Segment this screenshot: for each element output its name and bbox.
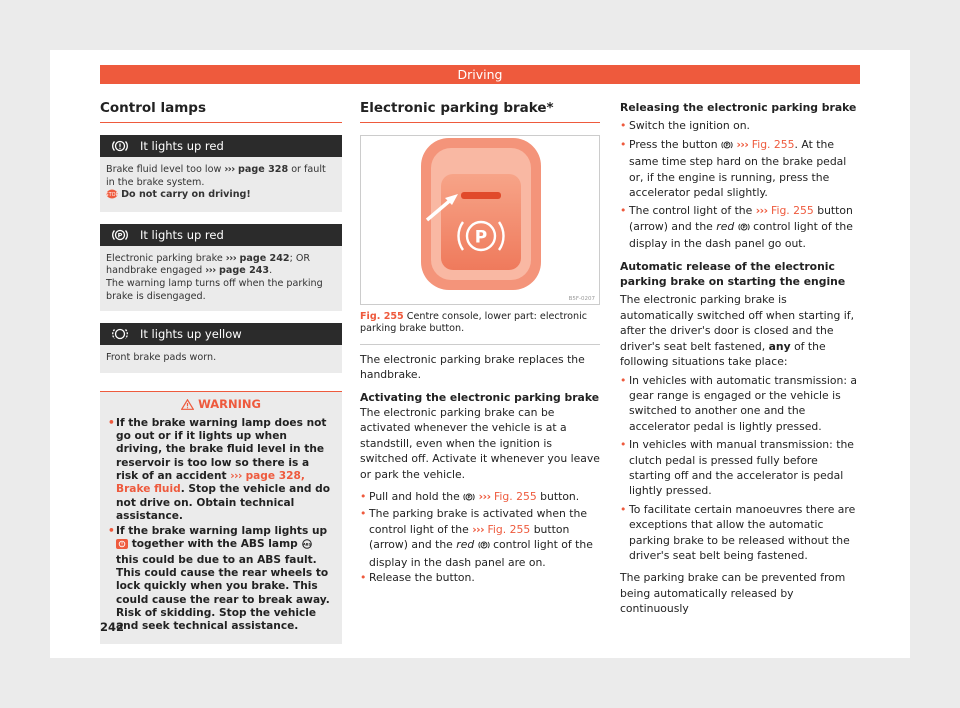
brake-pads-icon: [100, 327, 140, 341]
page-link[interactable]: page 243: [215, 265, 270, 277]
activating-text: The electronic parking brake can be activated whenever the vehicle is at a standstill, even when the ignition is switched off. Activate it whenever you leave or park the vehicle.: [360, 406, 600, 481]
svg-text:!: !: [121, 542, 123, 548]
step-item: • The control light of the ››› Fig. 255 button (arrow) and the red P control light of the display in the dash panel go out.: [620, 203, 860, 251]
figure-link[interactable]: Fig. 255: [490, 490, 537, 504]
warning-triangle-icon: [181, 399, 194, 413]
condition-item: • To facilitate certain manoeuvres there are exceptions that allow the automatic parking brake to be released without the driver's seat belt being fastened.: [620, 502, 860, 564]
svg-text:ABS: ABS: [303, 542, 312, 547]
parking-brake-icon: [721, 139, 733, 154]
page-number: 242: [100, 620, 125, 634]
step-item: • Switch the ignition on.: [620, 118, 860, 133]
lamp-label: It lights up red: [140, 227, 224, 242]
parking-brake-icon: [738, 221, 750, 236]
abs-icon: [301, 539, 313, 553]
section-title-parking-brake: Electronic parking brake*: [360, 100, 600, 123]
page-link[interactable]: page 242: [236, 252, 290, 264]
page-link[interactable]: page 328: [234, 164, 289, 175]
subheading-activating: Activating the electronic parking brake: [360, 390, 600, 404]
parking-brake-column: [360, 100, 600, 586]
brake-warning-icon: [100, 139, 140, 153]
svg-text:STOP: STOP: [106, 192, 118, 199]
page-header: Driving: [100, 65, 860, 84]
page-link[interactable]: page 328, Brake fluid: [116, 469, 305, 496]
condition-item: • In vehicles with automatic transmission: a gear range is engaged or the vehicle is switched to another one and the accelerator pedal is lightly pressed.: [620, 373, 860, 435]
condition-item: • In vehicles with manual transmission: the clutch pedal is pressed fully before starting off and the accelerator is pedal lightly pressed.: [620, 437, 860, 499]
continuation-text: The parking brake can be prevented from being automatically released by continuously: [620, 571, 846, 616]
stop-warning-icon: [106, 189, 118, 204]
step-item: • Pull and hold the P ››› Fig. 255 button.: [360, 489, 600, 506]
step-item: • The parking brake is activated when the control light of the ››› Fig. 255 button (arrow) and the red P control light of the display in the dash panel are on.: [360, 506, 600, 570]
figure-255: [360, 135, 600, 305]
lamp-box-brake-pads: It lights up yellow Front brake pads worn.: [100, 323, 342, 373]
svg-text:P: P: [467, 494, 471, 500]
intro-text: The electronic parking brake replaces the handbrake.: [360, 352, 585, 382]
figure-code: B5F-0207: [568, 296, 595, 302]
step-item: • Press the button P ››› Fig. 255. At the same time step hard on the brake pedal or, if the engine is running, press the accelerator pedal slightly.: [620, 137, 860, 201]
lamp-box-parking-brake: P It lights up red Electronic parking brake ››› page 242; OR handbrake engaged ››› page 243. The warning lamp turns off when the parking brake is disengaged.: [100, 224, 342, 311]
figure-caption: Fig. 255 Centre console, lower part: electronic parking brake button.: [360, 305, 600, 345]
parking-brake-icon: [463, 491, 475, 506]
brake-warning-icon: [116, 539, 128, 553]
figure-link[interactable]: Fig. 255: [767, 204, 814, 218]
parking-brake-icon: [100, 228, 140, 242]
release-column: [620, 100, 860, 617]
figure-link[interactable]: Fig. 255: [484, 522, 531, 536]
automatic-release-text: The electronic parking brake is automatically switched off when starting if, after the driver's door is closed and the driver's seat belt fastened, any of the following situations take place:: [620, 293, 855, 369]
lamp-label: It lights up yellow: [140, 327, 242, 342]
manual-page: [50, 50, 910, 658]
step-item: • Release the button.: [360, 570, 600, 585]
figure-link[interactable]: Fig. 255: [748, 137, 795, 151]
warning-item: • If the brake warning lamp does not go out or if it lights up when driving, the brake fluid level in the reservoir is too low so there is a risk of an accident ››› page 328, Brake fluid. Stop the vehicle and do not drive on. Obtain technical assistance.: [108, 417, 334, 523]
warning-item: • If the brake warning lamp lights up ! together with the ABS lamp ABS this could be due to an ABS fault. This could cause the rear wheels to lock quickly when you brake. This could cause the rear to break away. Risk of skidding. Stop the vehicle and seek technical assistance.: [108, 525, 334, 633]
warning-box: [100, 391, 342, 644]
svg-text:P: P: [725, 142, 729, 148]
section-title-control-lamps: Control lamps: [100, 100, 342, 123]
figure-label: Fig. 255: [360, 311, 404, 322]
lamp-box-brake-fluid: It lights up red Brake fluid level too low ››› page 328 or fault in the brake system. STOP Do not carry on driving!: [100, 135, 342, 212]
lamp-label: It lights up red: [140, 139, 224, 153]
svg-text:P: P: [482, 542, 486, 548]
subheading-releasing: Releasing the electronic parking brake: [620, 101, 857, 114]
svg-text:P: P: [474, 227, 488, 248]
parking-brake-button-illustration: [361, 136, 599, 304]
control-lamps-column: [100, 100, 342, 644]
subheading-automatic-release: Automatic release of the electronic parking brake on starting the engine: [620, 259, 846, 289]
warning-title: WARNING: [198, 396, 261, 411]
parking-brake-icon: [478, 539, 490, 554]
svg-text:P: P: [117, 231, 123, 240]
svg-text:P: P: [742, 224, 746, 230]
